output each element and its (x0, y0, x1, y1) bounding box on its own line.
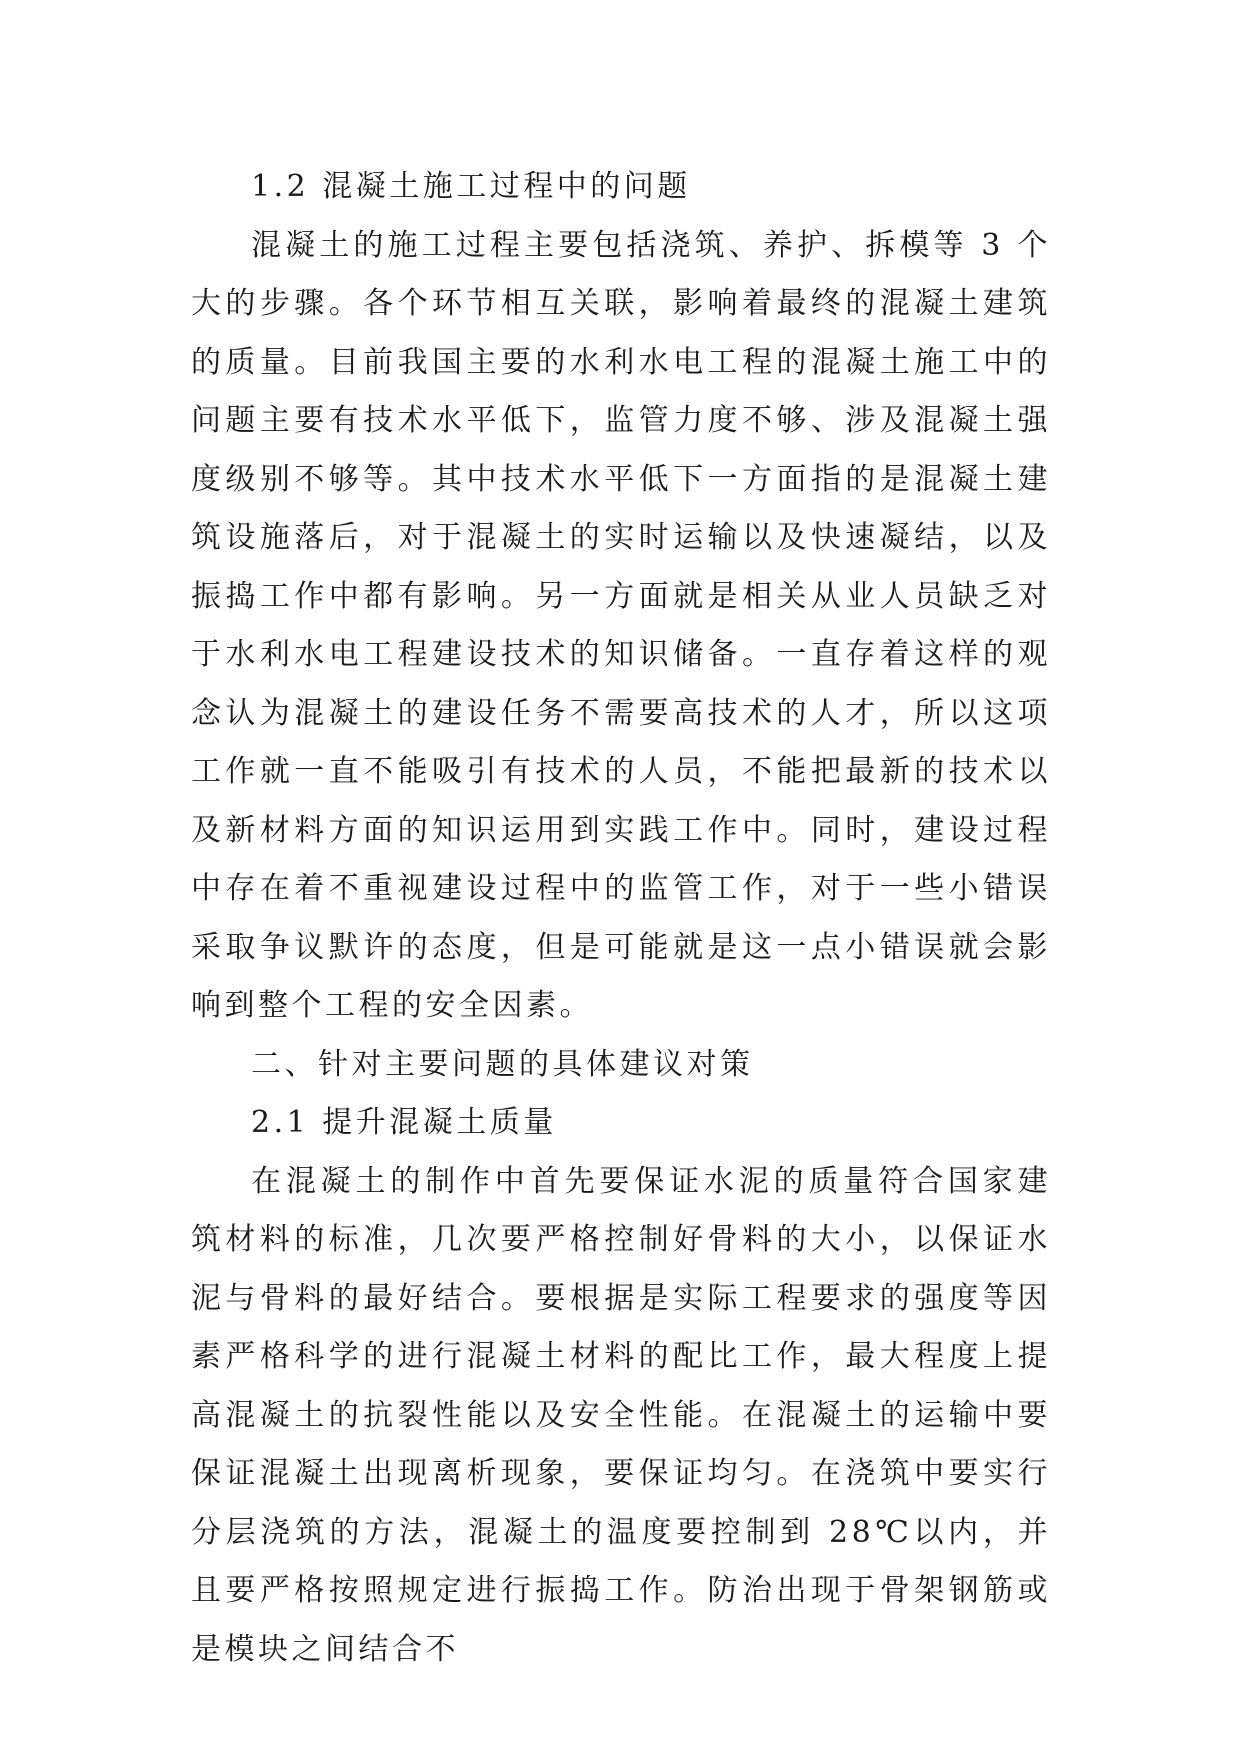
section-heading-2: 二、针对主要问题的具体建议对策 (251, 1046, 754, 1082)
document-body (191, 158, 1051, 1679)
section-heading-1-2: 1.2 混凝土施工过程中的问题 (251, 169, 691, 204)
paragraph-construction-problems: 混凝土的施工过程主要包括浇筑、养护、拆模等 3 个大的步骤。各个环节相互关联，影响着最终的混凝土建筑的质量。目前我国主要的水利水电工程的混凝土施工中的问题主要有技术水平低下，监管力度不够、涉及混凝土强度级别不够等。其中技术水平低下一方面指的是混凝土建筑设施落后，对于混凝土的实时运输以及快速凝结，以及振捣工作中都有影响。另一方面就是相关从业人员缺乏对于水利水电工程建设技术的知识储备。一直存着这样的观念认为混凝土的建设任务不需要高技术的人才，所以这项工作就一直不能吸引有技术的人员，不能把最新的技术以及新材料方面的知识运用到实践工作中。同时，建设过程中存在着不重视建设过程中的监管工作，对于一些小错误采取争议默许的态度，但是可能就是这一点小错误就会影响到整个工程的安全因素。 (191, 227, 1051, 1023)
paragraph-improve-quality: 在混凝土的制作中首先要保证水泥的质量符合国家建筑材料的标准，几次要严格控制好骨料的大小，以保证水泥与骨料的最好结合。要根据是实际工程要求的强度等因素严格科学的进行混凝土材料的配比工作，最大程度上提高混凝土的抗裂性能以及安全性能。在混凝土的运输中要保证混凝土出现离析现象，要保证均匀。在浇筑中要实行分层浇筑的方法，混凝土的温度要控制到 28℃以内，并且要严格按照规定进行振捣工作。防治出现于骨架钢筋或是模块之间结合不 (191, 1163, 1051, 1667)
section-heading-2-1: 2.1 提升混凝土质量 (251, 1105, 557, 1140)
